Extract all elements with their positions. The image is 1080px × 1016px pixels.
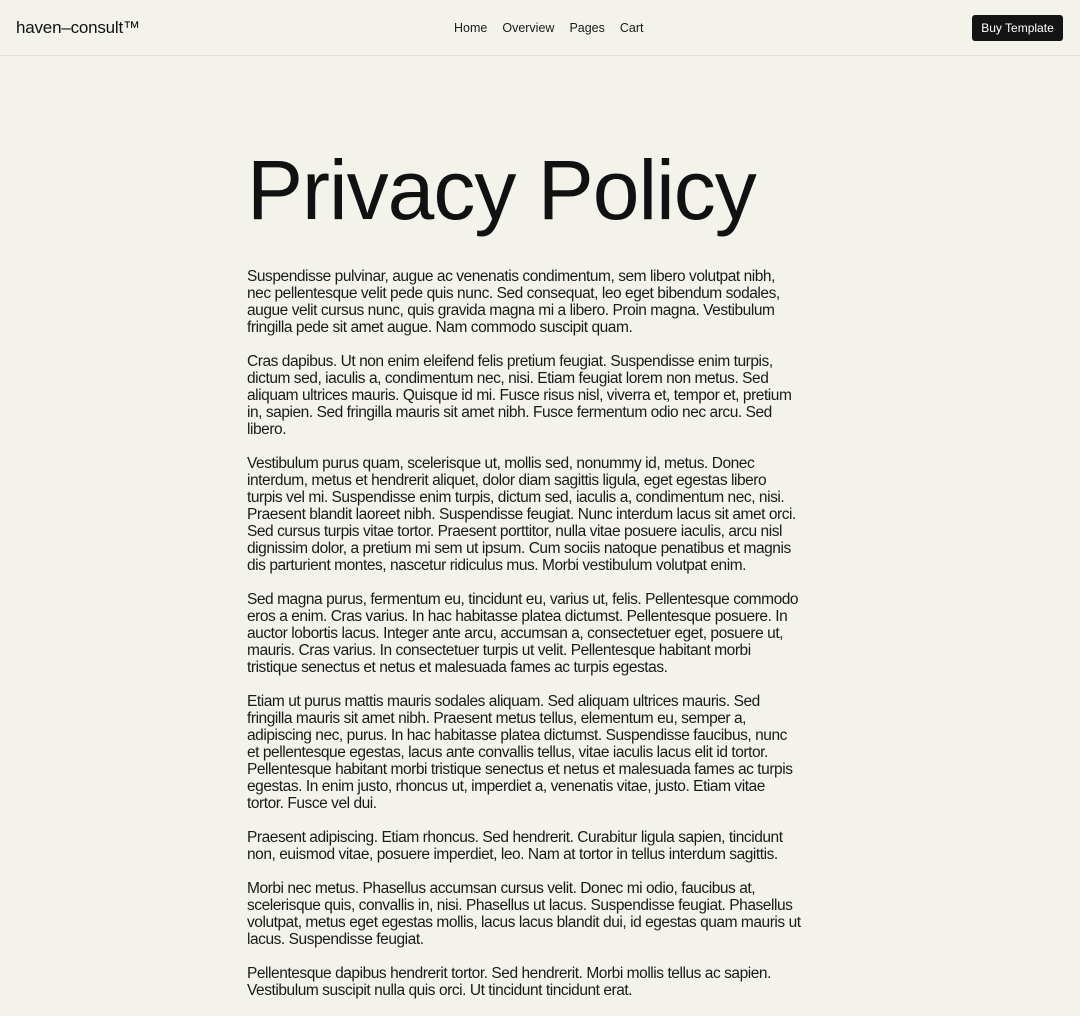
nav-link-overview[interactable]: Overview (502, 21, 555, 35)
policy-paragraph: Cras dapibus. Ut non enim eleifend felis pretium feugiat. Suspendisse enim turpis, dictum sed, iaculis a, condimentum nec, nisi. Etiam feugiat lorem non metus. Sed aliquam ultrices mauris. Quisque id mi. Fusce risus nisl, viverra et, tempor et, pretium in, sapien. Sed fringilla mauris sit amet nibh. Fusce fermentum odio nec arcu. Sed libero. (247, 353, 792, 438)
policy-paragraph: Morbi nec metus. Phasellus accumsan cursus velit. Donec mi odio, faucibus at, scelerisque quis, convallis in, nisi. Phasellus ut lacus. Suspendisse feugiat. Phasellus volutpat, metus eget egestas mollis, lacus lacus blandit dui, id egestas quam mauris ut lacus. Suspendisse feugiat. (247, 880, 801, 948)
page-title: Privacy Policy (247, 143, 756, 237)
policy-paragraph: Pellentesque dapibus hendrerit tortor. Sed hendrerit. Morbi mollis tellus ac sapien. Vestibulum suscipit nulla quis orci. Ut tincidunt tincidunt erat. (247, 965, 771, 999)
buy-template-button[interactable]: Buy Template (972, 15, 1063, 41)
policy-paragraph: Etiam ut purus mattis mauris sodales aliquam. Sed aliquam ultrices mauris. Sed fringilla mauris sit amet nibh. Praesent metus tellus, elementum eu, semper a, adipiscing nec, purus. In hac habitasse platea dictumst. Suspendisse faucibus, nunc et pellentesque egestas, lacus ante convallis tellus, vitae iaculis lacus elit id tortor. Pellentesque habitant morbi tristique senectus et netus et malesuada fames ac turpis egestas. In enim justo, rhoncus ut, imperdiet a, venenatis vitae, justo. Etiam vitae tortor. Fusce vel dui. (247, 693, 793, 812)
policy-paragraph: Suspendisse pulvinar, augue ac venenatis condimentum, sem libero volutpat nibh, nec pellentesque velit pede quis nunc. Sed consequat, leo eget bibendum sodales, augue velit cursus nunc, quis gravida magna mi a libero. Proin magna. Vestibulum fringilla pede sit amet augue. Nam commodo suscipit quam. (247, 268, 780, 336)
main-nav (454, 20, 644, 36)
policy-paragraph: Praesent adipiscing. Etiam rhoncus. Sed hendrerit. Curabitur ligula sapien, tincidunt non, euismod vitae, posuere imperdiet, leo. Nam at tortor in tellus interdum sagittis. (247, 829, 783, 863)
main-content (247, 140, 802, 1016)
nav-link-cart[interactable]: Cart (619, 21, 644, 35)
site-logo[interactable]: haven–consult™ (16, 18, 140, 37)
policy-paragraph: Vestibulum purus quam, scelerisque ut, mollis sed, nonummy id, metus. Donec interdum, metus et hendrerit aliquet, dolor diam sagittis ligula, eget egestas libero turpis vel mi. Suspendisse enim turpis, dictum sed, iaculis a, condimentum nec, nisi. Praesent blandit laoreet nibh. Suspendisse feugiat. Nunc interdum lacus sit amet orci. Sed cursus turpis vitae tortor. Praesent porttitor, nulla vitae posuere iaculis, arcu nisl dignissim dolor, a pretium mi sem ut ipsum. Cum sociis natoque penatibus et magnis dis parturient montes, nascetur ridiculus mus. Morbi vestibulum volutpat enim. (247, 455, 796, 574)
nav-link-pages[interactable]: Pages (569, 21, 605, 35)
policy-paragraph: Sed magna purus, fermentum eu, tincidunt eu, varius ut, felis. Pellentesque commodo eros a enim. Cras varius. In hac habitasse platea dictumst. Pellentesque posuere. In auctor lobortis lacus. Integer ante arcu, accumsan a, consectetuer eget, posuere ut, mauris. Cras varius. In consectetuer turpis ut velit. Pellentesque habitant morbi tristique senectus et netus et malesuada fames ac turpis egestas. (247, 591, 799, 676)
nav-link-home[interactable]: Home (454, 21, 488, 35)
top-navigation-bar (0, 0, 1080, 56)
policy-body (247, 268, 802, 999)
